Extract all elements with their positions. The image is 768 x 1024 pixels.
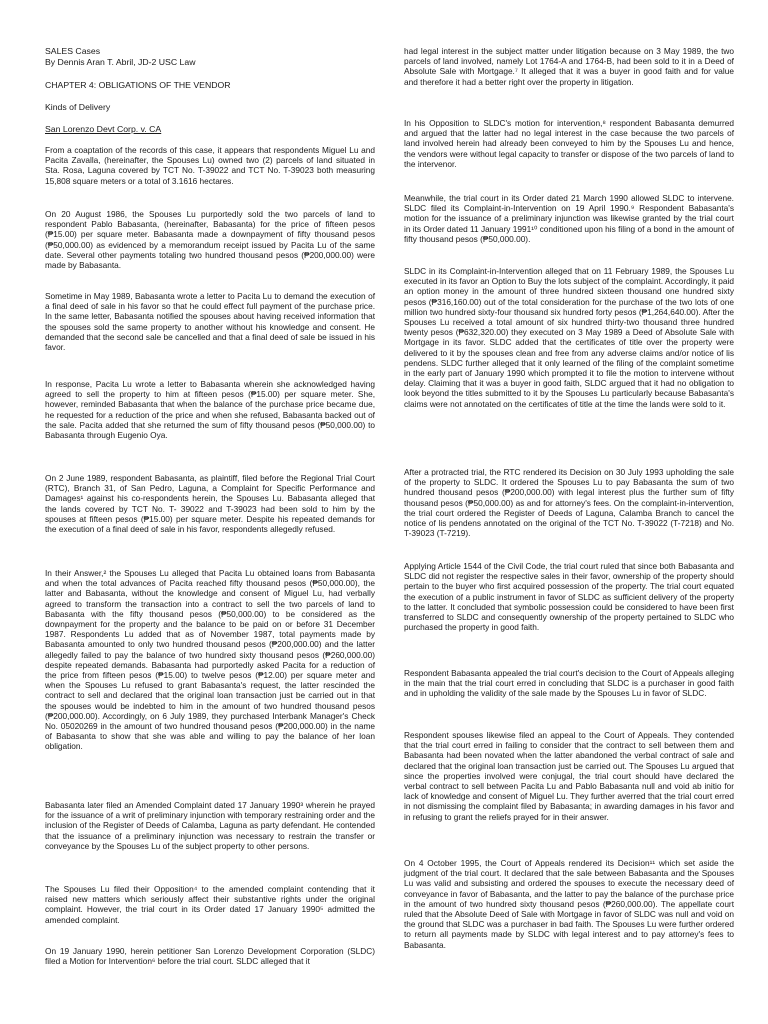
author-line: By Dennis Aran T. Abril, JD-2 USC Law [45, 57, 196, 67]
section-heading: Kinds of Delivery [45, 102, 111, 112]
chapter-heading: CHAPTER 4: OBLIGATIONS OF THE VENDOR [45, 80, 231, 90]
left-paragraph-5: On 2 June 1989, respondent Babasanta, as plaintiff, filed before the Regional Trial Court (RTC), Branch 31, of San Pedro, Laguna, a Complaint for Specific Performance and Damages¹ against his co-respondents herein, the Spouses Lu. Babasanta alleged that the lands covered by TCT No. T- 39022 and T-39023 had been sold to him by the spouses at fifteen pesos (₱15.00) per square meter. Despite his repeated demands for the execution of a final deed of sale in his favor, respondents allegedly refused. [45, 473, 375, 535]
right-paragraph-1: had legal interest in the subject matter under litigation because on 3 May 1989, the two parcels of land involved, namely Lot 1764-A and 1764-B, had been sold to it in a Deed of Absolute Sale with Mortgage.⁷ It alleged that it was a buyer in good faith and for value and therefore it had a better right over the property in litigation. [404, 46, 734, 87]
right-paragraph-9: On 4 October 1995, the Court of Appeals rendered its Decision¹¹ which set aside the judgment of the trial court. It declared that the sale between Babasanta and the Spouses Lu was valid and subsisting and ordered the spouses to execute the necessary deed of conveyance in favor of Babasanta, and the latter to pay the balance of the purchase price in the amount of two hundred sixty thousand pesos (₱260,000.00). The appellate court ruled that the Absolute Deed of Sale with Mortgage in favor of SLDC was null and void on the ground that SLDC was a purchaser in bad faith. The Spouses Lu were further ordered to return all payments made by SLDC with legal interest and to pay attorney's fees to Babasanta. [404, 858, 734, 950]
document-title: SALES Cases [45, 46, 101, 56]
left-paragraph-8: The Spouses Lu filed their Opposition⁴ to the amended complaint contending that it raised new matters which seriously affect their substantive rights under the original complaint. However, the trial court in its Order dated 17 January 1990⁵ admitted the amended complaint. [45, 884, 375, 925]
left-paragraph-3: Sometime in May 1989, Babasanta wrote a letter to Pacita Lu to demand the execution of a final deed of sale in his favor so that he could effect full payment of the purchase price. In the same letter, Babasanta notified the spouses about having received information that the spouses sold the same property to another without his knowledge and consent. He demanded that the second sale be cancelled and that a final deed of sale be issued in his favor. [45, 291, 375, 353]
right-paragraph-7: Respondent Babasanta appealed the trial court's decision to the Court of Appeals alleging in the main that the trial court erred in concluding that SLDC is a purchaser in good faith and in upholding the validity of the sale made by the Spouses Lu in favor of SLDC. [404, 668, 734, 699]
right-paragraph-4: SLDC in its Complaint-in-Intervention alleged that on 11 February 1989, the Spouses Lu executed in its favor an Option to Buy the lots subject of the complaint. Accordingly, it paid an option money in the amount of three hundred sixteen thousand one hundred sixty pesos (₱316,160.00) out of the total consideration for the purchase of the two lots of one million two hundred sixty-four thousand six hundred forty pesos (₱1,264,640.00). After the Spouses Lu received a total amount of six hundred thirty-two thousand three hundred twenty pesos (₱632,320.00) they executed on 3 May 1989 a Deed of Absolute Sale with Mortgage in its favor. SLDC added that the certificates of title over the property were delivered to it by the spouses clean and free from any adverse claims and/or notice of lis pendens. SLDC further alleged that it only learned of the filing of the complaint sometime in the early part of January 1990 which prompted it to file the motion to intervene without delay. Claiming that it was a buyer in good faith, SLDC argued that it had no obligation to look beyond the titles submitted to it by the Spouses Lu particularly because Babasanta's claims were not annotated on the certificates of title at the time the lands were sold to it. [404, 266, 734, 409]
right-paragraph-5: After a protracted trial, the RTC rendered its Decision on 30 July 1993 upholding the sale of the property to SLDC. It ordered the Spouses Lu to pay Babasanta the sum of two hundred thousand pesos (₱200,000.00) with legal interest plus the further sum of fifty thousand pesos (₱50,000.00) as and for attorney's fees. On the complaint-in-intervention, the trial court ordered the Register of Deeds of Laguna, Calamba Branch to cancel the notice of lis pendens annotated on the original of the TCT No. T-39022 (T-7218) and No. T-39023 (T-7219). [404, 467, 734, 539]
right-paragraph-6: Applying Article 1544 of the Civil Code, the trial court ruled that since both Babasanta and SLDC did not register the respective sales in their favor, ownership of the property should pertain to the buyer who first acquired possession of the property. The trial court equated the execution of a public instrument in favor of SLDC as sufficient delivery of the property to the latter. It concluded that symbolic possession could be considered to have been first transferred to SLDC and consequently ownership of the property pertained to SLDC who purchased the property in good faith. [404, 561, 734, 633]
right-paragraph-3: Meanwhile, the trial court in its Order dated 21 March 1990 allowed SLDC to intervene. SLDC filed its Complaint-in-Intervention on 19 April 1990.⁹ Respondent Babasanta's motion for the issuance of a preliminary injunction was likewise granted by the trial court in its Order dated 11 January 1991¹⁰ conditioned upon his filing of a bond in the amount of fifty thousand pesos (₱50,000.00). [404, 193, 734, 244]
left-paragraph-9: On 19 January 1990, herein petitioner San Lorenzo Development Corporation (SLDC) filed a Motion for Intervention⁶ before the trial court. SLDC alleged that it [45, 946, 375, 967]
left-paragraph-1: From a coaptation of the records of this case, it appears that respondents Miguel Lu and Pacita Zavalla, (hereinafter, the Spouses Lu) owned two (2) parcels of land situated in Sta. Rosa, Laguna covered by TCT No. T-39022 and TCT No. T-39023 both measuring 15,808 square meters or a total of 3.1616 hectares. [45, 145, 375, 186]
left-paragraph-2: On 20 August 1986, the Spouses Lu purportedly sold the two parcels of land to respondent Pablo Babasanta, (hereinafter, Babasanta) for the price of fifteen pesos (₱15.00) per square meter. Babasanta made a downpayment of fifty thousand pesos (₱50,000.00) as evidenced by a memorandum receipt issued by Pacita Lu of the same date. Several other payments totaling two hundred thousand pesos (₱200,000.00) were made by Babasanta. [45, 209, 375, 271]
right-paragraph-2: In his Opposition to SLDC's motion for intervention,⁸ respondent Babasanta demurred and argued that the latter had no legal interest in the case because the two parcels of land involved herein had already been conveyed to him by the Spouses Lu and hence, the vendors were without legal capacity to transfer or dispose of the two parcels of land to the intervenor. [404, 118, 734, 169]
left-paragraph-6: In their Answer,² the Spouses Lu alleged that Pacita Lu obtained loans from Babasanta and when the total advances of Pacita reached fifty thousand pesos (₱50,000.00), the latter and Babasanta, without the knowledge and consent of Miguel Lu, had verbally agreed to transform the transaction into a contract to sell the two parcels of land to Babasanta with the fifty thousand pesos (₱50,000.00) to be considered as the downpayment for the property and the balance to be paid on or before 31 December 1987. Respondents Lu added that as of November 1987, total payments made by Babasanta amounted to only two hundred thousand pesos (₱200,000.00) and the latter allegedly failed to pay the balance of two hundred sixty thousand pesos (₱260,000.00) despite repeated demands. Babasanta had purportedly asked Pacita for a reduction of the price from fifteen pesos (₱15.00) to twelve pesos (₱12.00) per square meter and when the Spouses Lu refused to grant Babasanta's request, the latter rescinded the contract to sell and declared that the original loan transaction just be carried out in that the spouses would be indebted to him in the amount of two hundred thousand pesos (₱200,000.00). Accordingly, on 6 July 1989, they purchased Interbank Manager's Check No. 05020269 in the amount of two hundred thousand pesos (₱200,000.00) in the name of Babasanta to show that she was able and willing to pay the balance of her loan obligation. [45, 568, 375, 752]
left-paragraph-7: Babasanta later filed an Amended Complaint dated 17 January 1990³ wherein he prayed for the issuance of a writ of preliminary injunction with temporary restraining order and the inclusion of the Register of Deeds of Calamba, Laguna as party defendant. He contended that the issuance of a preliminary injunction was necessary to restrain the transfer or conveyance by the Spouses Lu of the subject property to other persons. [45, 800, 375, 851]
right-paragraph-8: Respondent spouses likewise filed an appeal to the Court of Appeals. They contended that the trial court erred in failing to consider that the contract to sell between them and Babasanta had been novated when the latter abandoned the verbal contract of sale and declared that the original loan transaction just be carried out. The Spouses Lu argued that since the properties involved were conjugal, the trial court should have declared the verbal contract to sell between Pacita Lu and Pablo Babasanta null and void ab initio for lack of knowledge and consent of Miguel Lu. They further averred that the trial court erred in not dismissing the complaint filed by Babasanta; in awarding damages in his favor and in refusing to grant the reliefs prayed for in their answer. [404, 730, 734, 822]
left-paragraph-4: In response, Pacita Lu wrote a letter to Babasanta wherein she acknowledged having agreed to sell the property to him at fifteen pesos (₱15.00) per square meter. She, however, reminded Babasanta that when the balance of the purchase price became due, he requested for a reduction of the price and when she refused, Babasanta backed out of the sale. Pacita added that she returned the sum of fifty thousand pesos (₱50,000.00) to Babasanta through Eugenio Oya. [45, 379, 375, 441]
case-title: San Lorenzo Devt Corp. v. CA [45, 124, 162, 134]
